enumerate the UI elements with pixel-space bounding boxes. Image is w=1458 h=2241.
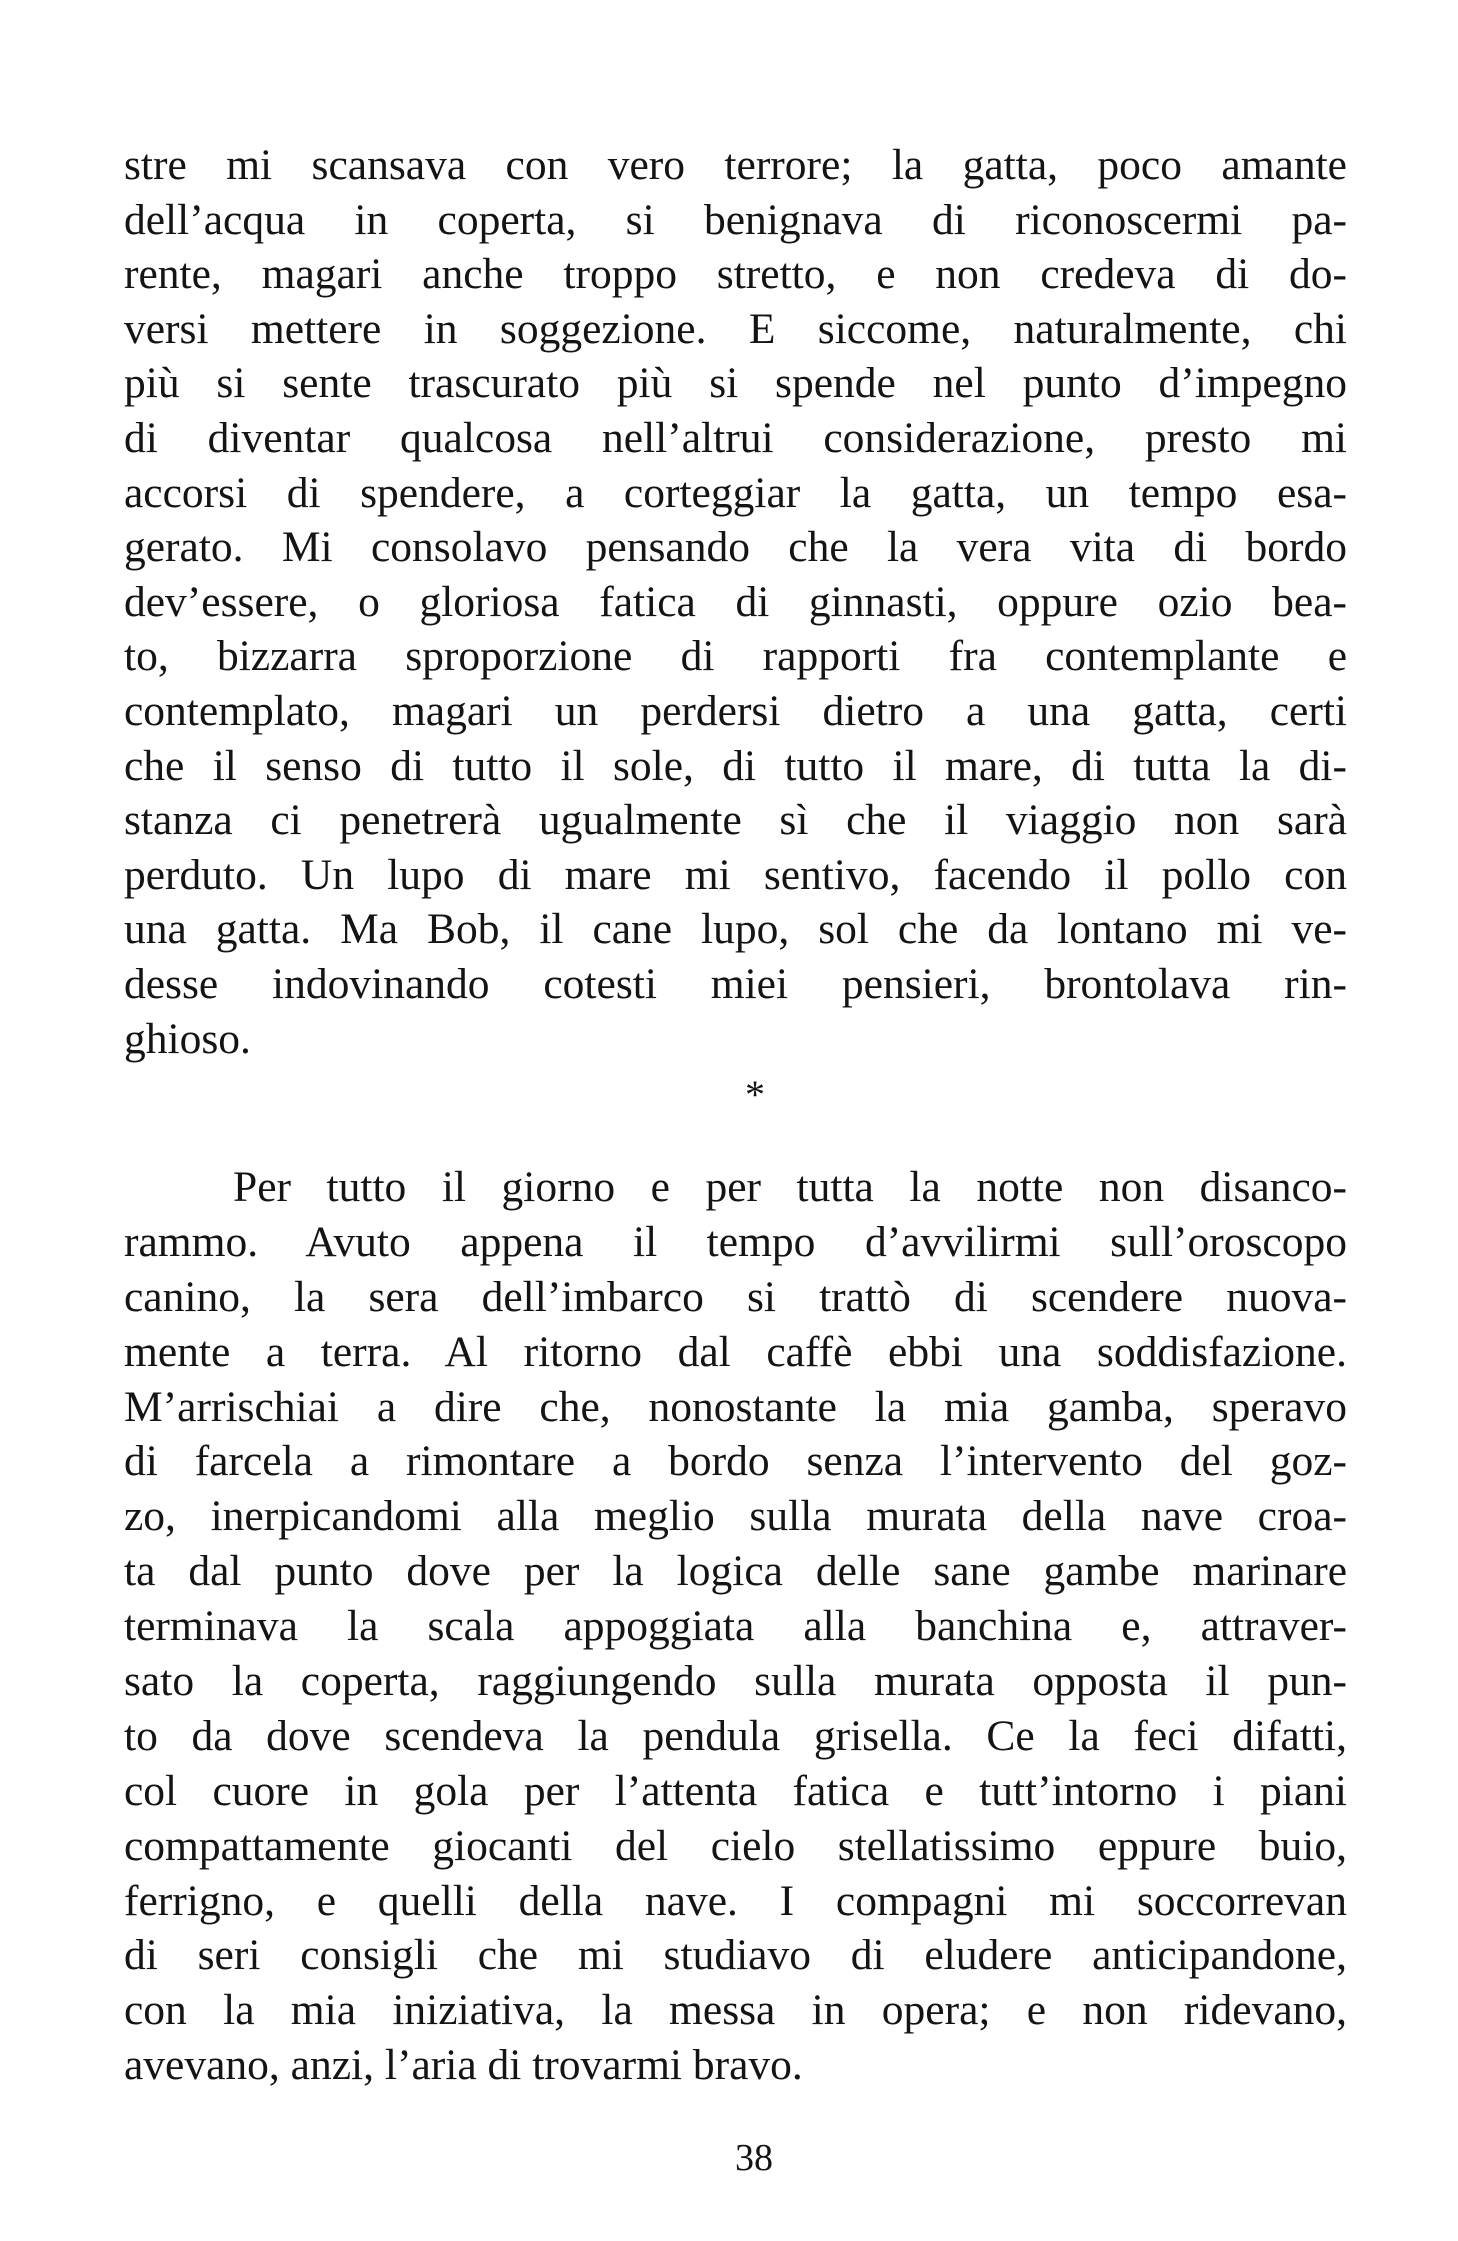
text-line: più si sente trascurato più si spende nel punto d’impegno: [124, 359, 1347, 408]
section-separator: *: [745, 1072, 765, 1117]
text-line: avevano, anzi, l’aria di trovarmi bravo.: [124, 2041, 803, 2090]
text-line: ta dal punto dove per la logica delle sane gambe marinare: [124, 1547, 1347, 1596]
text-line: con la mia iniziativa, la messa in opera; e non ridevano,: [124, 1986, 1347, 2035]
text-line: stanza ci penetrerà ugualmente sì che il viaggio non sarà: [124, 796, 1347, 845]
text-line: desse indovinando cotesti miei pensieri, brontolava rin-: [124, 959, 1347, 1008]
text-line: accorsi di spendere, a corteggiar la gatta, un tempo esa-: [124, 468, 1347, 517]
text-line: contemplato, magari un perdersi dietro a una gatta, certi: [124, 686, 1347, 735]
text-line: col cuore in gola per l’attenta fatica e tutt’intorno i piani: [124, 1766, 1347, 1815]
text-line: ghioso.: [124, 1014, 251, 1063]
page-number: 38: [735, 2137, 773, 2179]
paragraph-1: [124, 138, 1347, 1066]
text-line: rente, magari anche troppo stretto, e non credeva di do-: [124, 250, 1347, 299]
text-line: di seri consigli che mi studiavo di eludere anticipandone,: [124, 1931, 1347, 1980]
text-line: sato la coperta, raggiungendo sulla murata opposta il pun-: [124, 1657, 1347, 1706]
text-line: Per tutto il giorno e per tutta la notte non disanco-: [233, 1163, 1347, 1211]
text-line: dev’essere, o gloriosa fatica di ginnasti, oppure ozio bea-: [124, 577, 1347, 626]
text-line: di farcela a rimontare a bordo senza l’intervento del goz-: [124, 1437, 1347, 1486]
text-line: dell’acqua in coperta, si benignava di riconoscermi pa-: [124, 195, 1347, 244]
text-line: ferrigno, e quelli della nave. I compagni mi soccorrevan: [124, 1876, 1347, 1925]
text-line: compattamente giocanti del cielo stellatissimo eppure buio,: [124, 1821, 1347, 1870]
text-line: to da dove scendeva la pendula grisella. Ce la feci difatti,: [124, 1711, 1347, 1760]
text-line: rammo. Avuto appena il tempo d’avvilirmi sull’oroscopo: [124, 1217, 1347, 1266]
text-line: zo, inerpicandomi alla meglio sulla murata della nave croa-: [124, 1492, 1347, 1541]
text-line: to, bizzarra sproporzione di rapporti fra contemplante e: [124, 632, 1347, 681]
text-line: di diventar qualcosa nell’altrui considerazione, presto mi: [124, 413, 1347, 462]
paragraph-2: [124, 1160, 1347, 2093]
text-line: M’arrischiai a dire che, nonostante la mia gamba, speravo: [124, 1382, 1347, 1431]
text-line: perduto. Un lupo di mare mi sentivo, facendo il pollo con: [124, 850, 1347, 899]
text-line: una gatta. Ma Bob, il cane lupo, sol che da lontano mi ve-: [124, 905, 1347, 954]
text-line: versi mettere in soggezione. E siccome, naturalmente, chi: [124, 304, 1347, 353]
text-line: terminava la scala appoggiata alla banchina e, attraver-: [124, 1602, 1347, 1651]
text-line: gerato. Mi consolavo pensando che la vera vita di bordo: [124, 523, 1347, 572]
text-line: canino, la sera dell’imbarco si trattò di scendere nuova-: [124, 1272, 1347, 1321]
text-line: mente a terra. Al ritorno dal caffè ebbi una soddisfazione.: [124, 1327, 1347, 1376]
text-line: stre mi scansava con vero terrore; la gatta, poco amante: [124, 141, 1347, 189]
text-line: che il senso di tutto il sole, di tutto il mare, di tutta la di-: [124, 741, 1347, 790]
